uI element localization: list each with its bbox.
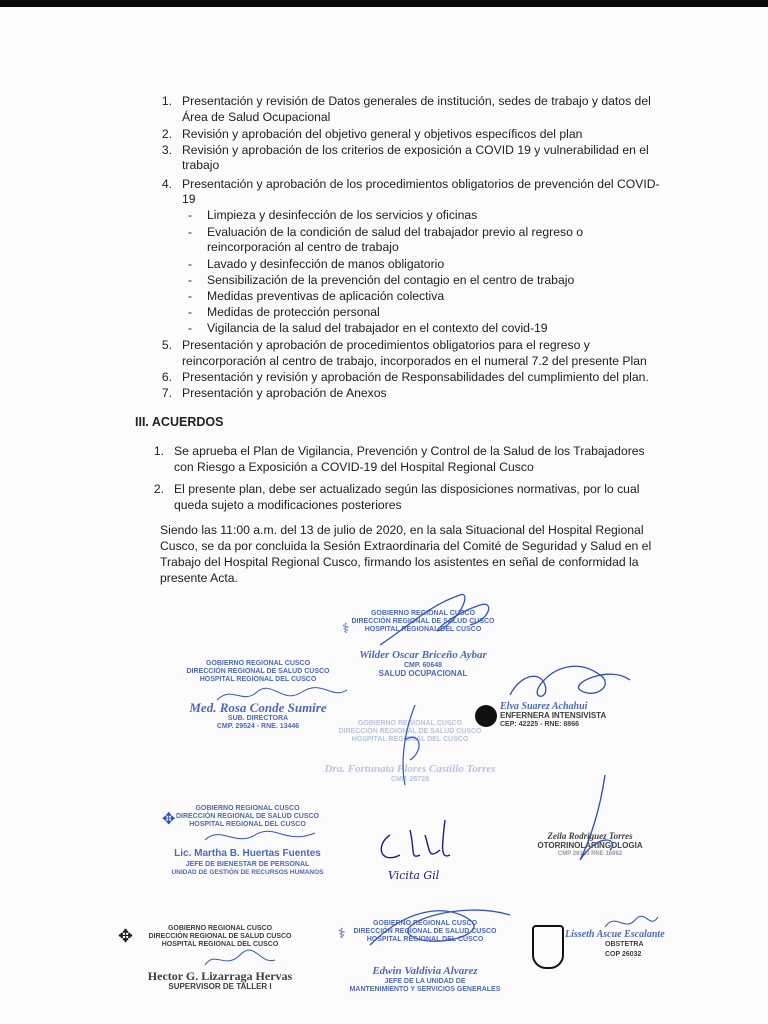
item-text: Presentación y aprobación de Anexos bbox=[182, 386, 387, 400]
signature-scribble bbox=[500, 655, 640, 715]
item-text: Revisión y aprobación del objetivo general y objetivos específicos del plan bbox=[182, 127, 583, 141]
seal-icon: ⚕ bbox=[342, 620, 350, 636]
stamp-faint: GOBIERNO REGIONAL CUSCO DIRECCIÓN REGIONAL DE SALUD CUSCO HOSPITAL REGIONAL DEL CUSCO Dra. Fortunata Flores Castillo Torres CMP. 28728 bbox=[324, 720, 496, 783]
seal-icon bbox=[532, 925, 564, 969]
item-number: 3. bbox=[161, 143, 172, 157]
item-text: Revisión y aprobación de los criterios de exposición a COVID 19 y vulnerabilidad en el bbox=[182, 143, 649, 157]
item-number: 1. bbox=[161, 94, 172, 108]
stamp-obstetra: Lisseth Ascue Escalante OBSTETRA COP 26032 bbox=[565, 929, 665, 958]
dash-bullet: - bbox=[188, 273, 193, 287]
signature-scribble bbox=[385, 700, 445, 790]
handwritten-name: Vicita Gil bbox=[388, 869, 440, 882]
item-text: Presentación y aprobación de los procedimientos obligatorios de prevención del COVID- bbox=[182, 177, 660, 191]
seal-icon: ✥ bbox=[118, 926, 134, 946]
item-number: 2. bbox=[153, 482, 164, 496]
dash-bullet: - bbox=[188, 321, 193, 335]
stamp-bienestar-personal: GOBIERNO REGIONAL CUSCO DIRECCIÓN REGIONAL DE SALUD CUSCO HOSPITAL REGIONAL DEL CUSCO Lic. Martha B. Huertas Fuentes JEFE DE BIENESTAR DE PERSONAL UNIDAD DE GESTIÓN DE RECURSOS HUMANOS bbox=[171, 805, 324, 876]
sub-item: Vigilancia de la salud del trabajador en el contexto del covid-19 bbox=[207, 321, 548, 335]
dash-bullet: - bbox=[188, 257, 193, 271]
closing-line: Siendo las 11:00 a.m. del 13 de julio de 2020, en la sala Situacional del Hospital Regional bbox=[160, 523, 644, 537]
seal-icon: ⚕ bbox=[338, 925, 346, 941]
closing-line: Trabajo del Hospital Regional Cusco, firmando los asistentes en señal de conformidad la bbox=[160, 555, 639, 569]
item-text: Presentación y revisión de Datos generales de institución, sedes de trabajo y datos del bbox=[182, 94, 651, 108]
sub-item: reincorporación al centro de trabajo bbox=[207, 240, 399, 254]
item-number: 4. bbox=[161, 177, 172, 191]
item-number: 6. bbox=[161, 370, 172, 384]
item-number: 5. bbox=[161, 338, 172, 352]
signature-scribble bbox=[200, 825, 320, 850]
stamp-mantenimiento: GOBIERNO REGIONAL CUSCO DIRECCIÓN REGIONAL DE SALUD CUSCO HOSPITAL REGIONAL DEL CUSCO Edwin Valdivia Alvarez JEFE DE LA UNIDAD DE MANTENIMIENTO Y SERVICIOS GENERALES bbox=[349, 920, 501, 993]
item-text: con Riesgo a Exposición a COVID-19 del Hospital Regional Cusco bbox=[174, 460, 534, 474]
signature-scribble bbox=[370, 815, 460, 875]
closing-line: presente Acta. bbox=[160, 571, 238, 585]
sub-item: Evaluación de la condición de salud del trabajador previo al regreso o bbox=[207, 225, 584, 239]
sub-item: Medidas preventivas de aplicación colectiva bbox=[207, 289, 445, 303]
item-text: queda sujeto a modificaciones posteriores bbox=[174, 498, 402, 512]
item-number: 1. bbox=[153, 444, 164, 458]
dash-bullet: - bbox=[188, 289, 193, 303]
item-text: Se aprueba el Plan de Vigilancia, Prevención y Control de la Salud de los Trabajadores bbox=[174, 444, 645, 458]
item-text: Área de Salud Ocupacional bbox=[182, 110, 331, 124]
stamp-enfermera: Elva Suarez Achahui ENFERNERA INTENSIVISTA CEP: 42225 - RNE: 8866 bbox=[500, 701, 607, 728]
dash-bullet: - bbox=[188, 305, 193, 319]
seal-icon: ✥ bbox=[162, 811, 176, 828]
item-number: 2. bbox=[161, 127, 172, 141]
item-number: 7. bbox=[161, 386, 172, 400]
section-heading: III. ACUERDOS bbox=[135, 415, 224, 429]
sub-item: Sensibilización de la prevención del contagio en el centro de trabajo bbox=[207, 273, 575, 287]
signature-scribble bbox=[600, 912, 660, 937]
signature-scribble bbox=[560, 770, 650, 870]
stamp-sub-directora: GOBIERNO REGIONAL CUSCO DIRECCIÓN REGIONAL DE SALUD CUSCO HOSPITAL REGIONAL DEL CUSCO Med. Rosa Conde Sumire SUB. DIRECTORA CMP. 29524 - RNE. 13446 bbox=[186, 660, 330, 730]
signature-scribble bbox=[200, 945, 280, 975]
item-text: trabajo bbox=[182, 158, 220, 172]
dash-bullet: - bbox=[188, 225, 193, 239]
signature-scribble bbox=[350, 895, 520, 965]
stamp-salud-ocupacional: GOBIERNO REGIONAL CUSCO DIRECCIÓN REGIONAL DE SALUD CUSCO HOSPITAL REGIONAL DEL CUSCO Wilder Oscar Briceño Aybar CMP. 60648 SALUD OCUPACIONAL bbox=[351, 610, 495, 678]
signature-scribble bbox=[212, 680, 352, 710]
stamp-otorrino: Zeila Rodriguez Torres OTORRINOLARINGOLOGIA CMP 26183 RNE 16982 bbox=[537, 831, 643, 857]
signature-scribble bbox=[370, 585, 520, 655]
sub-item: Medidas de protección personal bbox=[207, 305, 380, 319]
sub-item: Lavado y desinfección de manos obligatorio bbox=[207, 257, 445, 271]
item-text: El presente plan, debe ser actualizado según las disposiciones normativas, por lo cual bbox=[174, 482, 640, 496]
item-text: reincorporación al centro de trabajo, incorporados en el numeral 7.2 del presente Plan bbox=[182, 354, 647, 368]
closing-line: Cusco, se da por concluida la Sesión Extraordinaria del Comité de Seguridad y Salud en el bbox=[160, 539, 652, 553]
item-text: 19 bbox=[182, 192, 196, 206]
stamp-supervisor-taller: GOBIERNO REGIONAL CUSCO DIRECCIÓN REGIONAL DE SALUD CUSCO HOSPITAL REGIONAL DEL CUSCO Hector G. Lizarraga Hervas SUPERVISOR DE TALLER I bbox=[147, 925, 293, 991]
sub-item: Limpieza y desinfección de los servicios y oficinas bbox=[207, 208, 478, 222]
item-text: Presentación y aprobación de procedimientos obligatorios para el regreso y bbox=[182, 338, 590, 352]
dash-bullet: - bbox=[188, 208, 193, 222]
item-text: Presentación y revisión y aprobación de Responsabilidades del cumplimiento del plan. bbox=[182, 370, 649, 384]
